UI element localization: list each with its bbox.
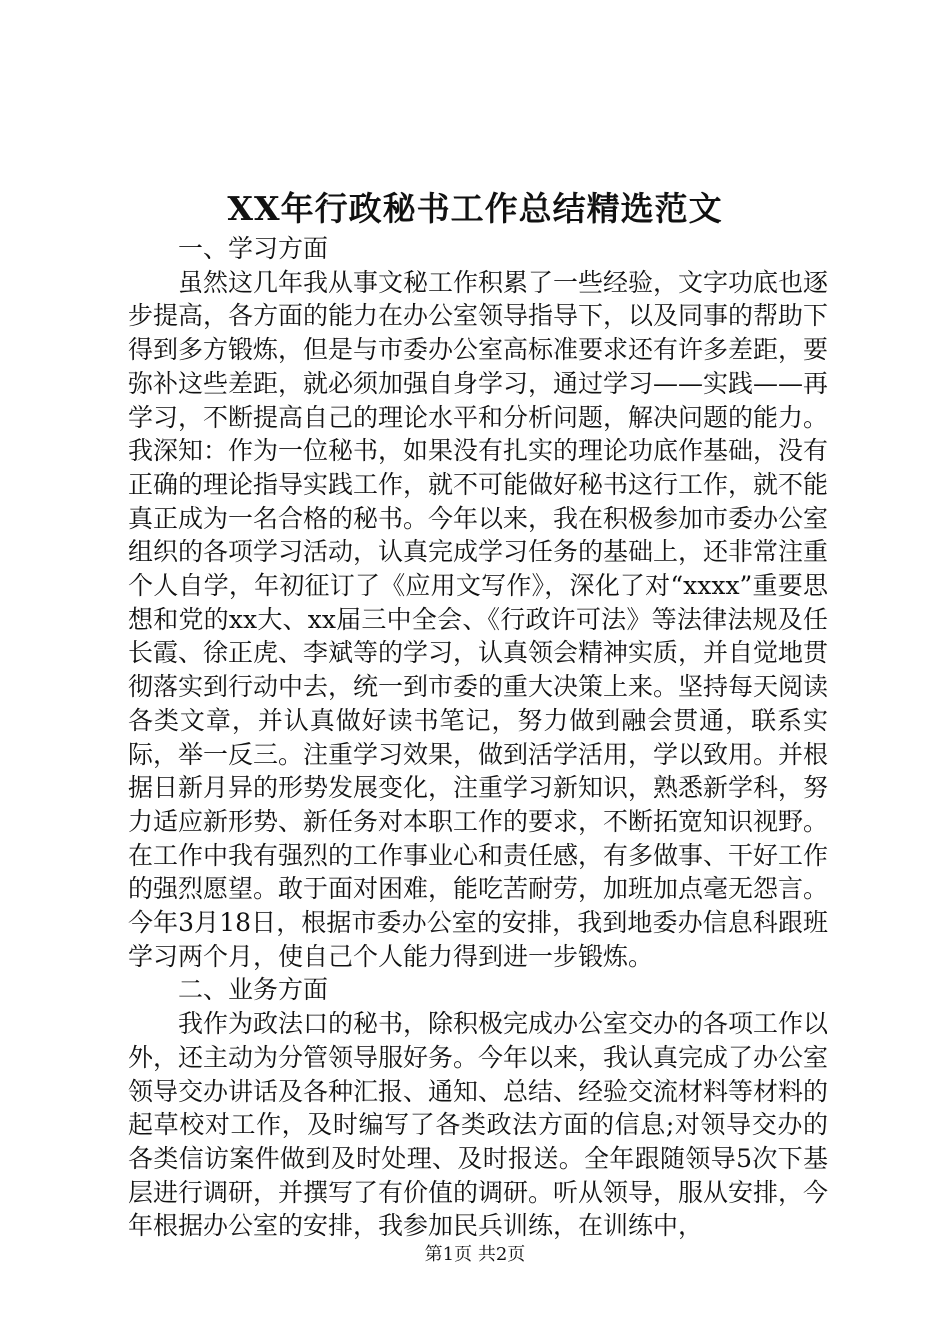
page-footer: 第1页 共2页 [424, 1244, 526, 1265]
section-paragraph-business: 我作为政法口的秘书，除积极完成办公室交办的各项工作以外，还主动为分管领导服好务。今年以来，我认真完成了办公室领导交办讲话及各种汇报、通知、总结、经验交流材料等材料的起草校对工作，及时编写了各类政法方面的信息;对领导交办的各类信访案件做到及时处理、及时报送。全年跟随领导5次下基层进行调研，并撰写了有价值的调研。听从领导，服从安排，今年根据办公室的安排，我参加民兵训练，在训练中， [128, 1009, 829, 1241]
document-title: XX年行政秘书工作总结精选范文 [227, 189, 723, 228]
section-heading-business: 二、业务方面 [178, 975, 329, 1005]
section-paragraph-study: 虽然这几年我从事文秘工作积累了一些经验，文字功底也逐步提高，各方面的能力在办公室领导指导下，以及同事的帮助下得到多方锻炼，但是与市委办公室高标准要求还有许多差距，要弥补这些差距，就必须加强自身学习，通过学习——实践——再学习，不断提高自己的理论水平和分析问题，解决问题的能力。我深知：作为一位秘书，如果没有扎实的理论功底作基础，没有正确的理论指导实践工作，就不可能做好秘书这行工作，就不能真正成为一名合格的秘书。今年以来，我在积极参加市委办公室组织的各项学习活动，认真完成学习任务的基础上，还非常注重个人自学，年初征订了《应用文写作》，深化了对“xxxx”重要思想和党的xx大、xx届三中全会、《行政许可法》等法律法规及任长霞、徐正虎、李斌等的学习，认真领会精神实质，并自觉地贯彻落实到行动中去，统一到市委的重大决策上来。坚持每天阅读各类文章，并认真做好读书笔记，努力做到融会贯通，联系实际，举一反三。注重学习效果，做到活学活用，学以致用。并根据日新月异的形势发展变化，注重学习新知识，熟悉新学科，努力适应新形势、新任务对本职工作的要求，不断拓宽知识视野。在工作中我有强烈的工作事业心和责任感，有多做事、干好工作的强烈愿望。敢于面对困难，能吃苦耐劳，加班加点毫无怨言。今年3月18日，根据市委办公室的安排，我到地委办信息科跟班学习两个月，使自己个人能力得到进一步锻炼。 [128, 267, 829, 971]
section-heading-study: 一、学习方面 [178, 234, 329, 263]
document-body [128, 232, 828, 1243]
